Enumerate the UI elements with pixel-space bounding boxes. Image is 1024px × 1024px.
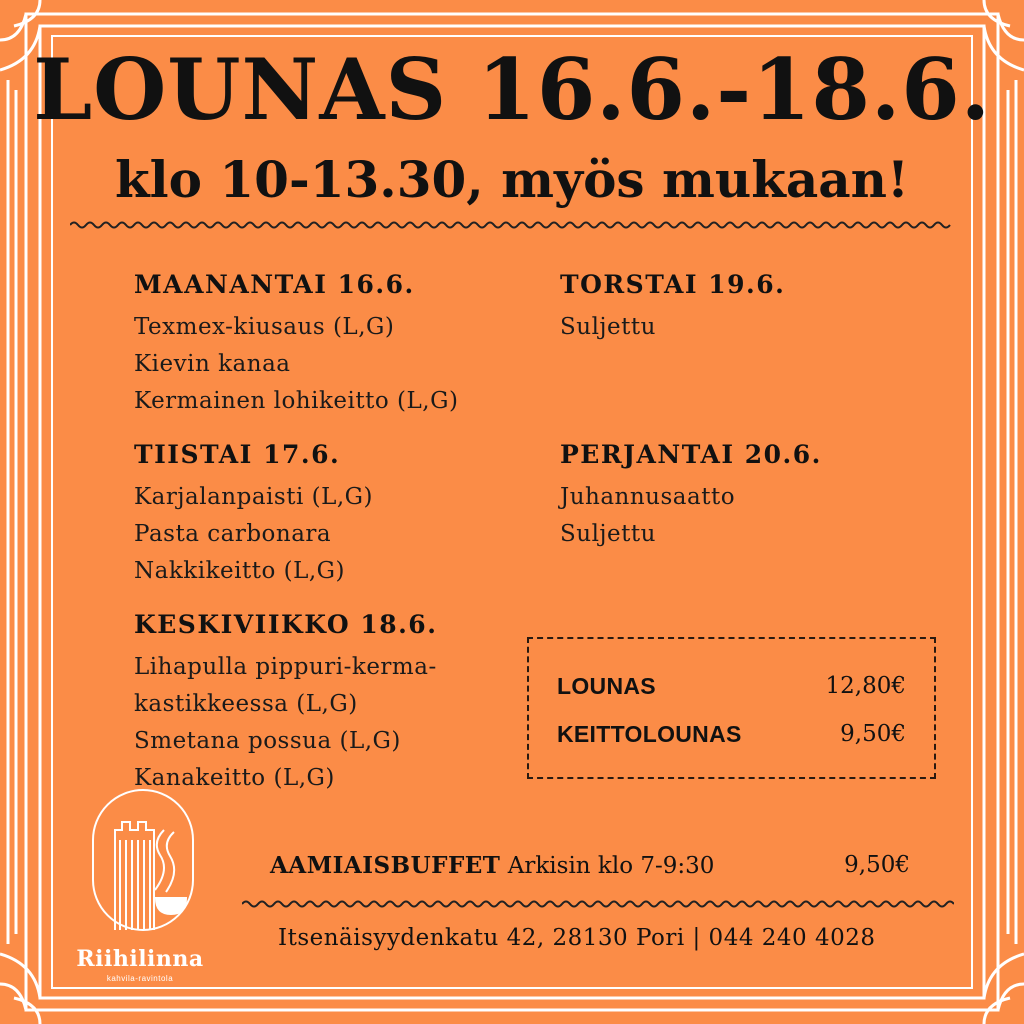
day-wednesday (134, 610, 437, 797)
page-title: LOUNAS 16.6.-18.6. (33, 40, 991, 139)
price-value: 9,50€ (840, 721, 906, 747)
menu-item: Kievin kanaa (134, 351, 291, 377)
price-label: LOUNAS (557, 673, 656, 699)
logo-name: Riihilinna (76, 946, 204, 972)
menu-item: Suljettu (560, 314, 656, 340)
menu-item: Nakkikeitto (L,G) (134, 558, 346, 584)
menu-item: Lihapulla pippuri-kerma- (134, 654, 437, 680)
breakfast-row (270, 852, 910, 879)
day-heading: TORSTAI 19.6. (560, 270, 786, 299)
address-phone: Itsenäisyydenkatu 42, 28130 Pori | 044 240 4028 (278, 925, 876, 951)
wave-divider-bottom (242, 897, 954, 911)
price-label: KEITTOLOUNAS (557, 721, 742, 747)
day-heading: TIISTAI 17.6. (134, 440, 341, 469)
logo-tagline: kahvila-ravintola (106, 974, 174, 983)
page-subtitle: klo 10-13.30, myös mukaan! (115, 150, 909, 209)
price-box (527, 637, 936, 779)
breakfast-price: 9,50€ (844, 852, 910, 878)
day-monday (134, 270, 458, 420)
day-heading: KESKIVIIKKO 18.6. (134, 610, 438, 639)
menu-item: Suljettu (560, 521, 656, 547)
menu-item: Pasta carbonara (134, 521, 332, 547)
menu-item: Smetana possua (L,G) (134, 728, 401, 754)
breakfast-hours: Arkisin klo 7-9:30 (507, 853, 715, 879)
menu-item: kastikkeessa (L,G) (134, 691, 358, 717)
menu-item: Kermainen lohikeitto (L,G) (134, 388, 459, 414)
menu-item: Texmex-kiusaus (L,G) (134, 314, 395, 340)
price-row-soup-lunch (557, 721, 906, 748)
day-friday (560, 440, 822, 553)
day-heading: MAANANTAI 16.6. (134, 270, 415, 299)
menu-item: Juhannusaatto (560, 484, 736, 510)
price-value: 12,80€ (825, 673, 906, 699)
menu-item: Karjalanpaisti (L,G) (134, 484, 374, 510)
price-row-lunch (557, 673, 906, 700)
menu-item: Kanakeitto (L,G) (134, 765, 335, 791)
day-heading: PERJANTAI 20.6. (560, 440, 822, 469)
wave-divider-top (70, 218, 954, 232)
day-thursday (560, 270, 785, 346)
breakfast-label: AAMIAISBUFFET (270, 852, 501, 879)
day-tuesday (134, 440, 373, 590)
